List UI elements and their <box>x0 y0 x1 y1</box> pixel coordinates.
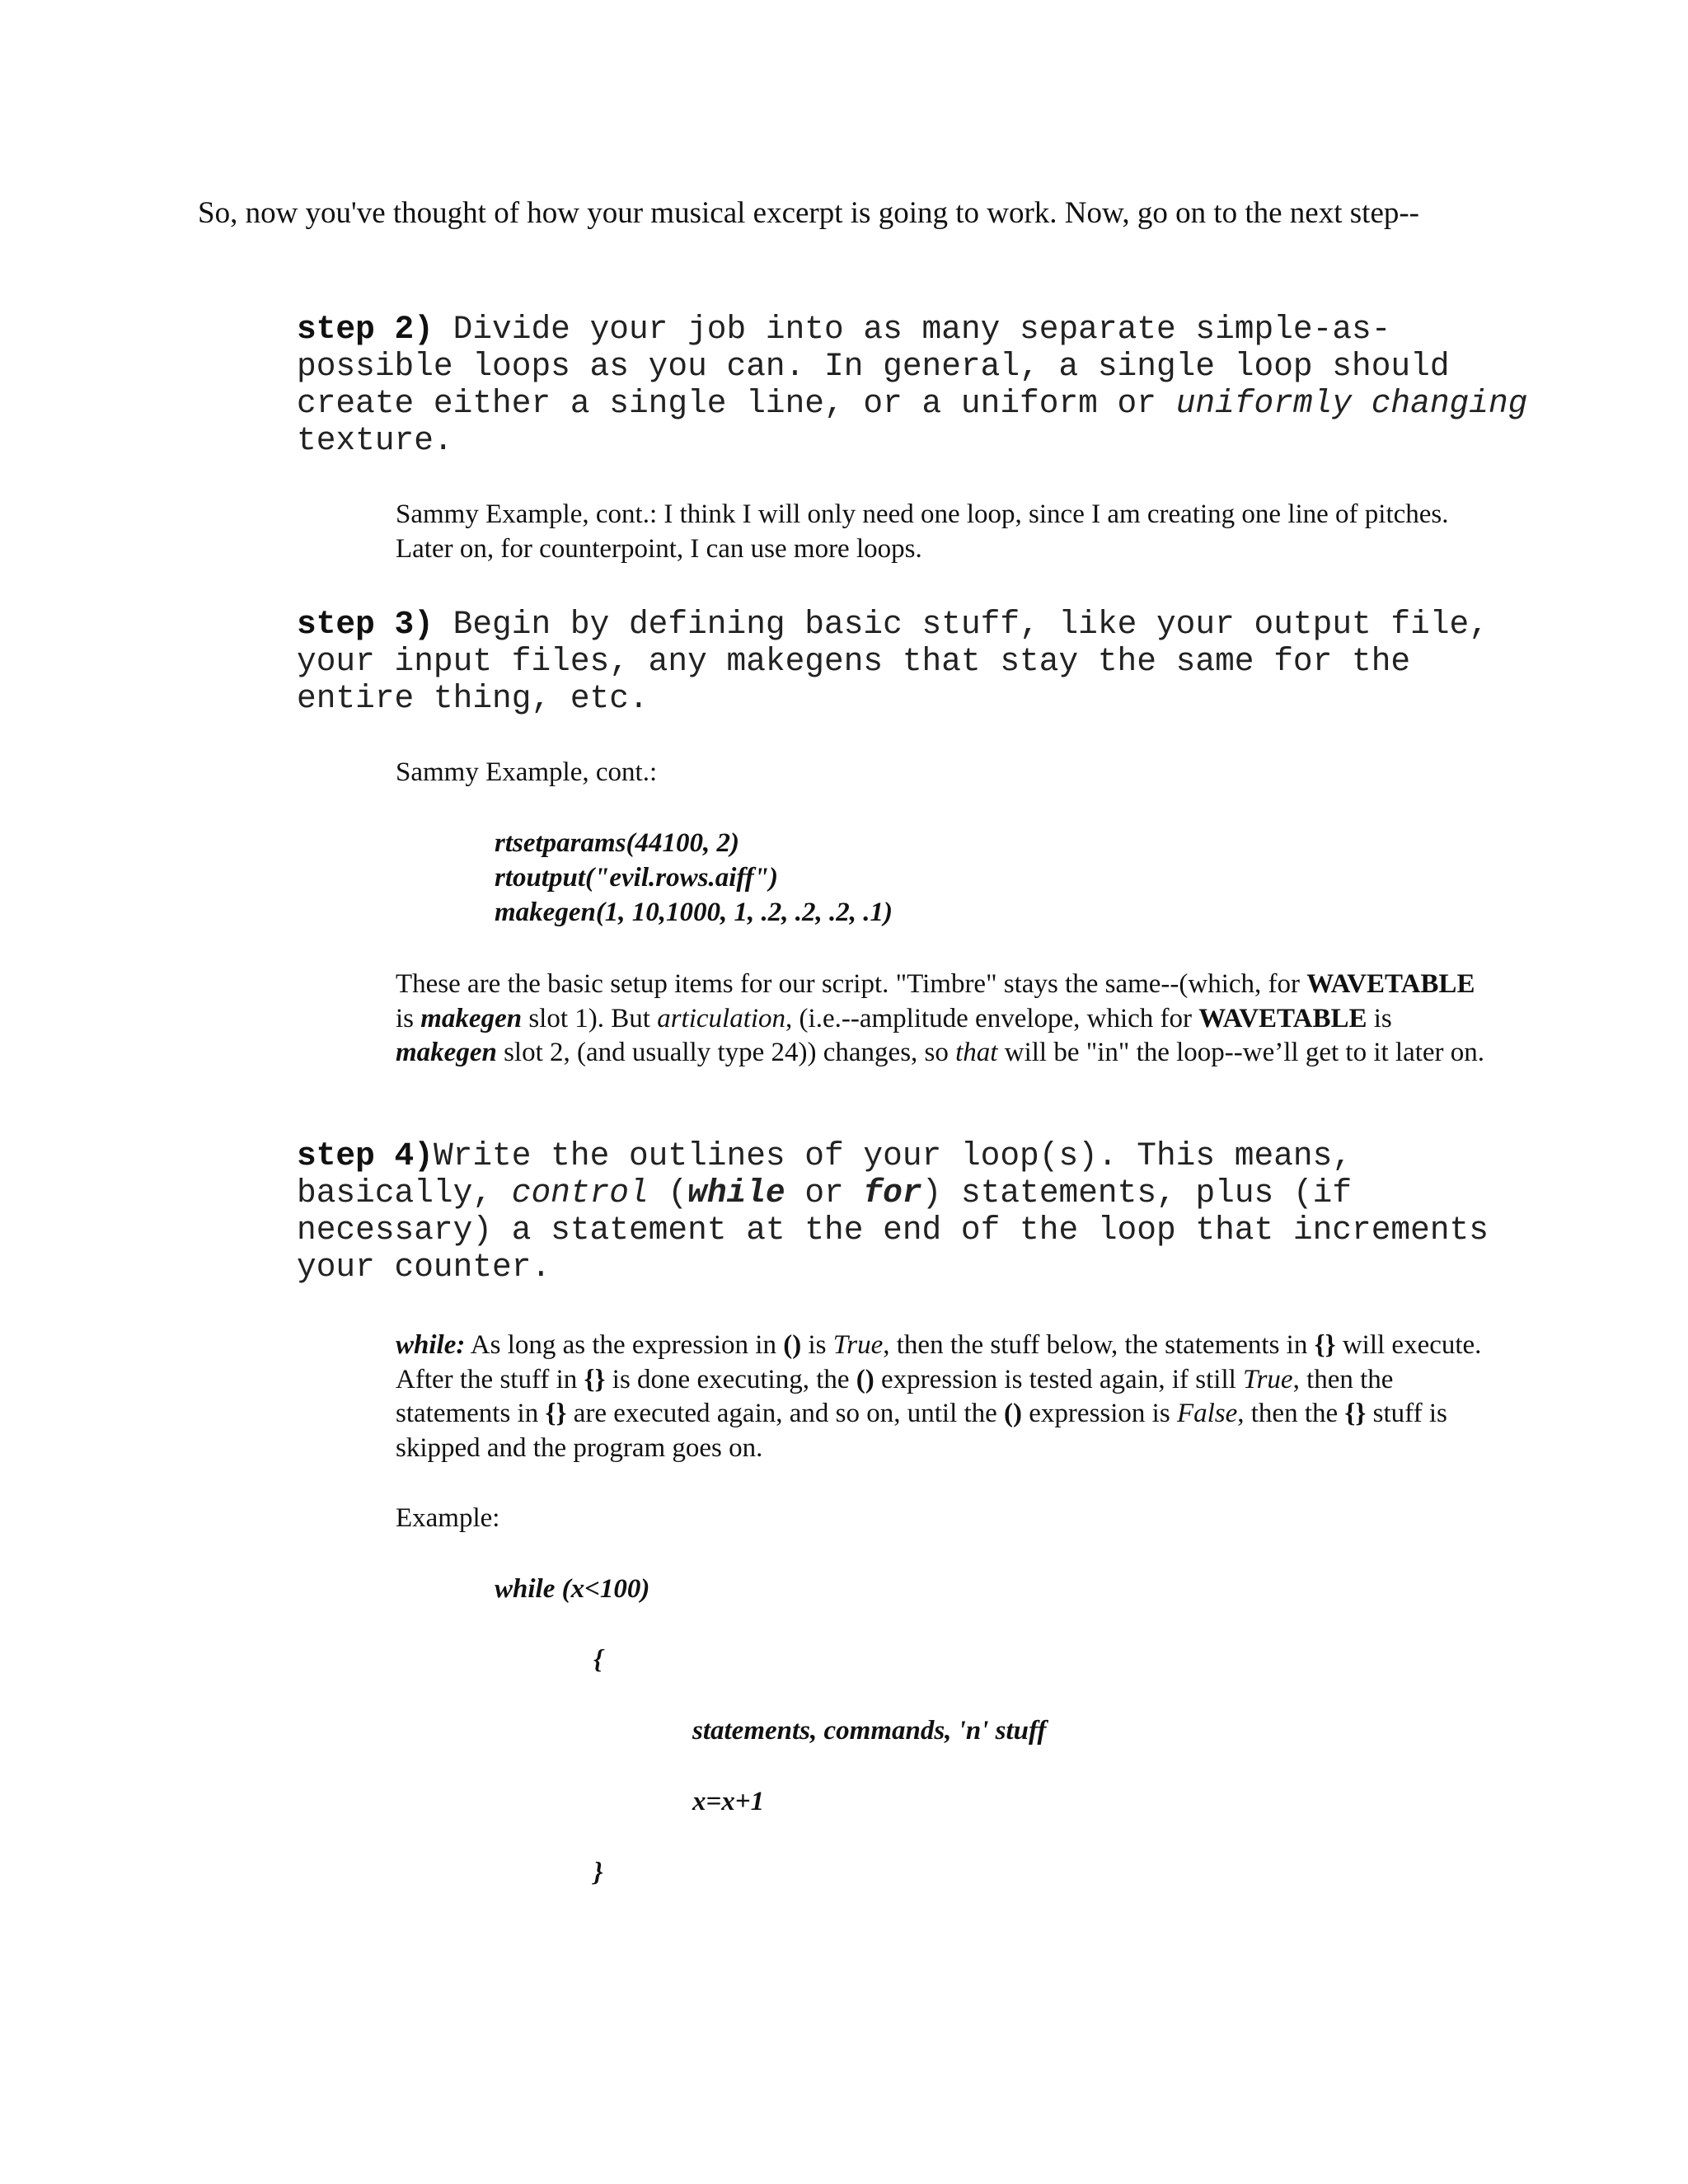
explain-text-5: is done executing, the <box>605 1364 856 1394</box>
note-that: that <box>955 1038 998 1067</box>
note-makegen-2: makegen <box>396 1038 497 1067</box>
step-2-paragraph <box>297 311 1533 459</box>
code-open-brace: { <box>593 1645 603 1675</box>
explain-text-11: stuff is skipped and the program goes on. <box>396 1399 1447 1463</box>
step-4-while-keyword: while <box>687 1174 785 1212</box>
step-3-text: Begin by defining basic stuff, like your output file, your input files, any makegens that stay the same for the entire thing, etc. <box>297 606 1489 717</box>
while-label: while: <box>396 1330 466 1360</box>
intro-paragraph: So, now you've thought of how your musical excerpt is going to work. Now, go on to the next step-- <box>198 196 1420 230</box>
explain-text-7: , then the statements in <box>396 1364 1394 1428</box>
step-2-label: step 2) <box>297 311 434 348</box>
note-text-5: is <box>1367 1003 1392 1033</box>
note-text-2: is <box>396 1003 421 1033</box>
explain-braces-2: {} <box>584 1364 606 1394</box>
step-3-example-label: Sammy Example, cont.: <box>396 757 658 787</box>
step-3-paragraph <box>297 606 1533 717</box>
step-4-label: step 4) <box>297 1137 434 1174</box>
note-text-4: , (i.e.--amplitude envelope, which for <box>785 1003 1199 1033</box>
code-increment: x=x+1 <box>692 1787 765 1816</box>
explain-braces-1: {} <box>1314 1330 1336 1360</box>
explain-parens-1: () <box>783 1330 802 1360</box>
step-4-text-2: ( <box>648 1174 688 1212</box>
note-text-7: will be "in" the loop--we’ll get to it later on. <box>997 1038 1485 1067</box>
explain-text-2: is <box>801 1330 833 1360</box>
explain-parens-2: () <box>856 1364 874 1394</box>
step-4-control: control <box>511 1174 649 1212</box>
explain-text-3: , then the stuff below, the statements in <box>883 1330 1315 1360</box>
explain-false: False <box>1176 1399 1238 1428</box>
code-rtsetparams: rtsetparams(44100, 2) <box>495 828 739 858</box>
step-2-example: Sammy Example, cont.: I think I will only need one loop, since I am creating one line of pitches. Later on, for counterpoint, I can use more loops. <box>396 499 1449 564</box>
code-makegen: makegen(1, 10,1000, 1, .2, .2, .2, .1) <box>495 898 893 927</box>
note-makegen-1: makegen <box>420 1003 523 1033</box>
note-text-1: These are the basic setup items for our script. "Timbre" stays the same--(which, for <box>396 969 1307 999</box>
step-3-label: step 3) <box>297 606 434 643</box>
note-text-6: slot 2, (and usually type 24)) changes, so <box>496 1038 956 1067</box>
explain-true-2: True <box>1243 1364 1293 1394</box>
explain-text-4: will execute. After the stuff in <box>396 1330 1482 1394</box>
note-articulation: articulation <box>657 1003 786 1033</box>
note-wavetable-2: WAVETABLE <box>1198 1003 1367 1033</box>
step-4-text-1: Write the outlines of your loop(s). This means, basically, <box>297 1137 1353 1212</box>
while-explanation <box>396 1329 1500 1465</box>
explain-parens-3: () <box>1004 1399 1023 1428</box>
note-text-3: slot 1). But <box>522 1003 658 1033</box>
note-wavetable-1: WAVETABLE <box>1306 969 1475 999</box>
step-2-text-b: texture. <box>297 422 453 459</box>
code-close-brace: } <box>593 1858 603 1887</box>
step-2-text-italic: uniformly changing <box>1175 385 1528 422</box>
explain-text-6: expression is tested again, if still <box>874 1364 1244 1394</box>
explain-text-8: are executed again, and so on, until the <box>566 1399 1005 1428</box>
explain-braces-4: {} <box>1344 1399 1367 1428</box>
explain-text-9: expression is <box>1022 1399 1177 1428</box>
code-rtoutput: rtoutput("evil.rows.aiff") <box>495 863 779 893</box>
explain-text-10: , then the <box>1237 1399 1345 1428</box>
explain-braces-3: {} <box>545 1399 567 1428</box>
explain-text-1: As long as the expression in <box>465 1330 784 1360</box>
step-3-note <box>396 968 1492 1071</box>
code-while-line: while (x<100) <box>495 1574 650 1604</box>
example-label: Example: <box>396 1503 500 1533</box>
step-4-text-3: or <box>785 1174 864 1212</box>
code-statements: statements, commands, 'n' stuff <box>692 1716 1047 1746</box>
step-2-text-a: Divide your job into as many separate simple-as-possible loops as you can. In general, a single loop should create either a single line, or a uniform or <box>297 311 1450 422</box>
explain-true-1: True <box>832 1330 884 1360</box>
step-4-for-keyword: for <box>863 1174 922 1212</box>
step-4-paragraph <box>297 1137 1533 1286</box>
step-4-text-4: ) statements, plus (if necessary) a statement at the end of the loop that increments your counter. <box>297 1174 1489 1286</box>
